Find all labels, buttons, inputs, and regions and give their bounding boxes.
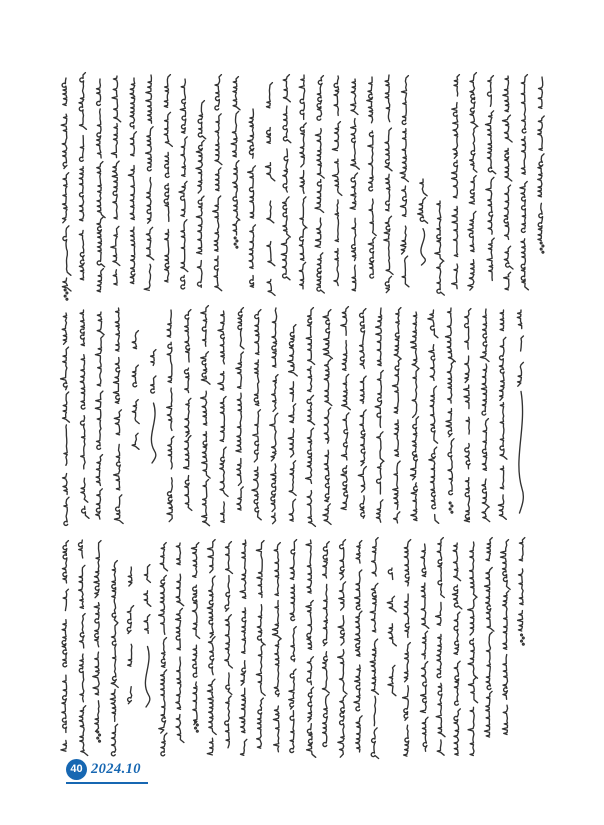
mongolian-script-column — [256, 541, 265, 749]
mongolian-script-column — [196, 101, 206, 288]
mongolian-script-column — [113, 308, 123, 524]
mongolian-script-column — [322, 542, 329, 747]
text-section-3 — [0, 526, 604, 766]
page-number-badge: 40 — [66, 759, 87, 780]
mongolian-script-column — [79, 540, 88, 755]
mongolian-script-column — [387, 568, 396, 696]
mongolian-script-column — [350, 79, 359, 291]
mongolian-script-column — [248, 109, 256, 287]
mongolian-script-column — [61, 541, 69, 752]
mongolian-script-column — [384, 75, 393, 293]
mongolian-script-column — [452, 75, 460, 289]
mongolian-script-column — [403, 540, 411, 757]
mongolian-script-column — [315, 76, 324, 293]
mongolian-script-column — [151, 350, 156, 463]
mongolian-script-column — [338, 540, 347, 758]
mongolian-script-column — [486, 76, 496, 281]
mongolian-script-column — [281, 75, 291, 280]
mongolian-script-column — [518, 538, 525, 645]
mongolian-script-column — [520, 75, 528, 290]
text-section-2 — [0, 294, 604, 534]
mongolian-script-column — [236, 308, 244, 510]
mongolian-script-column — [428, 310, 439, 523]
mongolian-script-column — [252, 310, 261, 520]
mongolian-script-column — [97, 79, 106, 292]
mongolian-script-column — [184, 310, 192, 511]
mongolian-script-column — [420, 544, 428, 751]
mongolian-script-column — [270, 308, 278, 524]
mongolian-script-column — [498, 310, 507, 519]
mongolian-script-column — [418, 179, 428, 265]
mongolian-script-column — [159, 543, 168, 756]
mongolian-script-column — [480, 309, 489, 522]
mongolian-script-column — [110, 561, 118, 756]
mongolian-script-column — [225, 542, 233, 748]
mongolian-script-column — [453, 543, 462, 755]
mongolian-script-column — [299, 75, 307, 289]
mongolian-script-column — [358, 309, 366, 519]
mongolian-script-column — [468, 73, 478, 291]
mongolian-script-column — [213, 75, 222, 291]
mongolian-script-column — [111, 76, 121, 285]
mongolian-script-column — [306, 540, 316, 757]
mongolian-script-column — [375, 308, 384, 522]
mongolian-script-column — [127, 567, 133, 704]
mongolian-script-column — [485, 538, 494, 737]
mongolian-script-column — [411, 312, 420, 521]
mongolian-script-column — [306, 308, 316, 527]
mongolian-script-column — [218, 311, 228, 522]
mongolian-script-column — [370, 538, 378, 759]
mongolian-script-column — [289, 540, 297, 753]
mongolian-script-column — [164, 75, 172, 282]
page-footer — [66, 759, 148, 784]
mongolian-script-column — [354, 541, 362, 752]
mongolian-script-column — [144, 75, 154, 290]
mongolian-script-column — [273, 543, 282, 752]
mongolian-script-column — [231, 77, 240, 248]
issue-date-label: 2024.10 — [91, 761, 141, 777]
mongolian-script-column — [192, 543, 200, 732]
mongolian-script-column — [538, 77, 545, 253]
text-section-1 — [0, 61, 604, 301]
mongolian-script-column — [517, 310, 523, 513]
mongolian-script-column — [61, 78, 71, 300]
mongolian-script-column — [503, 76, 514, 290]
mongolian-script-column — [176, 543, 184, 743]
mongolian-script-column — [207, 540, 216, 755]
mongolian-script-column — [144, 565, 151, 707]
mongolian-script-column — [501, 540, 511, 735]
mongolian-script-column — [436, 538, 445, 756]
mongolian-script-column — [341, 307, 351, 510]
mongolian-script-column — [167, 310, 174, 522]
mongolian-script-column — [132, 331, 139, 450]
mongolian-script-column — [179, 79, 188, 289]
mongolian-script-column — [323, 310, 333, 525]
mongolian-script-column — [393, 308, 402, 523]
mongolian-script-column — [80, 310, 89, 518]
mongolian-script-column — [446, 308, 456, 513]
mongolian-script-column — [464, 309, 471, 522]
mongolian-script-column — [95, 312, 104, 519]
mongolian-script-column — [93, 541, 101, 742]
mongolian-script-column — [79, 73, 86, 280]
mongolian-script-column — [288, 325, 298, 521]
mongolian-script-column — [435, 201, 444, 295]
mongolian-script-column — [367, 77, 376, 278]
mongolian-script-column — [128, 78, 136, 284]
mongolian-script-column — [61, 313, 70, 525]
mongolian-script-column — [332, 76, 341, 286]
mongolian-script-column — [400, 76, 409, 287]
mongolian-script-column — [240, 540, 247, 755]
mongolian-script-column — [468, 542, 478, 755]
mongolian-script-column — [266, 83, 276, 296]
mongolian-script-column — [201, 306, 211, 526]
